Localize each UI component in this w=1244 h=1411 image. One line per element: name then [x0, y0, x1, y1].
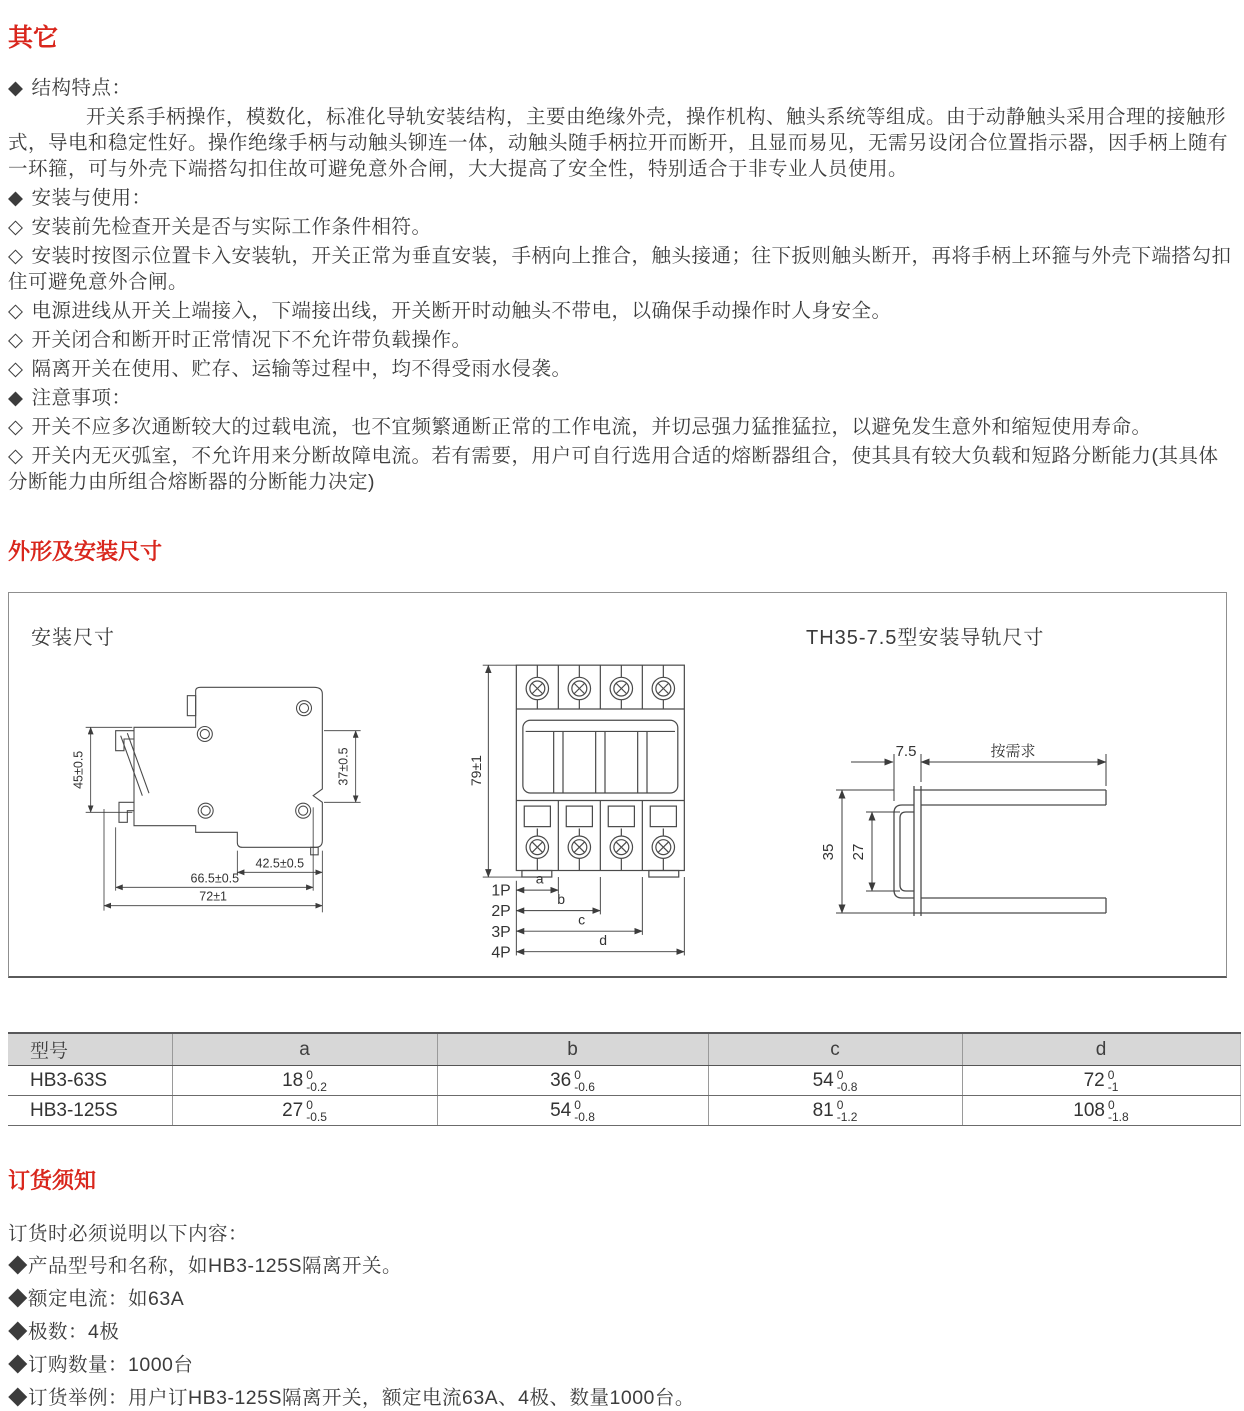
diamond-hollow-icon: ◇	[8, 300, 24, 322]
list-item	[8, 185, 1236, 211]
section-title-dimensions: 外形及安装尺寸	[8, 539, 163, 564]
tolerance-lower: -1.2	[836, 1109, 858, 1124]
diamond-filled-icon: ◆	[8, 1354, 29, 1376]
dim-cell	[437, 1096, 708, 1126]
table-row	[8, 1066, 1240, 1096]
list-item	[8, 443, 1236, 495]
list-item	[8, 298, 1236, 324]
front-view-drawing	[451, 651, 731, 964]
ordering-item	[8, 1385, 1236, 1411]
tolerance	[574, 1069, 595, 1093]
list-item	[8, 414, 1236, 440]
tolerance-upper: 0	[574, 1097, 581, 1112]
dim-value: 72	[1083, 1069, 1105, 1091]
tolerance-lower: -0.8	[836, 1079, 858, 1094]
list-item-text: 注意事项：	[31, 387, 132, 409]
list-item-text: 安装前先检查开关是否与实际工作条件相符。	[31, 216, 432, 238]
list-item-text: 开关不应多次通断较大的过载电流，也不宜频繁通断正常的工作电流，并切忌强力猛推猛拉，以避免发生意外和缩短使用寿命。	[31, 416, 1152, 438]
diamond-hollow-icon: ◇	[8, 245, 24, 267]
tolerance	[837, 1069, 858, 1093]
dim-d-label: d	[599, 932, 608, 949]
dim-27-label: 27	[850, 843, 867, 861]
dim-value: 27	[282, 1099, 304, 1121]
dim-cell	[172, 1096, 437, 1126]
diamond-filled-icon: ◆	[8, 387, 24, 409]
dim-c-label: c	[578, 911, 586, 928]
ordering-item-text: 额定电流：如63A	[28, 1288, 185, 1310]
diamond-hollow-icon: ◇	[8, 216, 24, 238]
list-item-text: 安装时按图示位置卡入安装轨，开关正常为垂直安装，手柄向上推合，触头接通；往下扳则触头断开，再将手柄上环箍与外壳下端搭勾扣住可避免意外合闸。	[8, 245, 1232, 293]
pole-label: 3P	[491, 923, 511, 941]
figure-label-install: 安装尺寸	[31, 627, 115, 649]
ordering-intro: 订货时必须说明以下内容：	[8, 1223, 249, 1245]
diamond-hollow-icon: ◇	[8, 445, 24, 467]
section-title-ordering: 订货须知	[8, 1168, 97, 1193]
diamond-filled-icon: ◆	[8, 1387, 29, 1409]
tolerance-upper: 0	[1108, 1097, 1115, 1112]
tolerance-upper: 0	[306, 1067, 313, 1082]
pole-label: 2P	[491, 903, 511, 921]
tolerance-lower: -0.6	[574, 1079, 595, 1094]
tolerance	[306, 1069, 327, 1093]
table-row	[8, 1096, 1240, 1126]
ordering-item-text: 订购数量：1000台	[28, 1354, 194, 1376]
rail-dimension-drawing	[699, 726, 1139, 966]
ordering-item	[8, 1253, 1236, 1279]
ordering-item-text: 订货举例：用户订HB3-125S隔离开关，额定电流63A、4极、数量1000台。	[28, 1387, 695, 1409]
list-item-text: 隔离开关在使用、贮存、运输等过程中，均不得受雨水侵袭。	[31, 358, 572, 380]
diamond-filled-icon: ◆	[8, 187, 24, 209]
column-header-c: c	[708, 1033, 962, 1066]
diamond-filled-icon: ◆	[8, 1321, 29, 1343]
dim-cell	[962, 1066, 1240, 1096]
figure-label-rail: TH35-7.5型安装导轨尺寸	[806, 627, 1045, 649]
tolerance-lower: -0.5	[306, 1109, 327, 1124]
list-item	[8, 356, 1236, 382]
tolerance-upper: 0	[306, 1097, 313, 1112]
table-header-row	[8, 1033, 1240, 1066]
diamond-hollow-icon: ◇	[8, 329, 24, 351]
list-item	[8, 214, 1236, 240]
dim-cell	[962, 1096, 1240, 1126]
dimension-table	[8, 1032, 1241, 1126]
dim-66-label: 66.5±0.5	[190, 871, 240, 886]
column-header-a: a	[172, 1033, 437, 1066]
dim-value: 18	[282, 1069, 304, 1091]
tolerance-lower: -0.8	[574, 1109, 595, 1124]
tolerance	[1108, 1099, 1129, 1123]
install-dimension-lines	[71, 727, 360, 912]
tolerance-lower: -1	[1107, 1079, 1119, 1094]
rail-profile	[894, 786, 1106, 916]
dim-value: 81	[812, 1099, 834, 1121]
dim-a-label: a	[535, 870, 544, 887]
dim-cell	[708, 1096, 962, 1126]
tolerance-upper: 0	[836, 1067, 844, 1082]
tolerance-lower: -0.2	[306, 1079, 327, 1094]
ordering-item	[8, 1319, 1236, 1345]
ordering-item-text: 产品型号和名称，如HB3-125S隔离开关。	[28, 1255, 402, 1277]
diamond-filled-icon: ◆	[8, 1288, 29, 1310]
dim-79-label: 79±1	[467, 755, 484, 787]
dim-45-label: 45±0.5	[71, 750, 86, 789]
diamond-filled-icon: ◆	[8, 77, 24, 99]
model-cell: HB3-125S	[8, 1096, 172, 1126]
dim-cell	[172, 1066, 437, 1096]
dim-7-5-label: 7.5	[895, 743, 917, 760]
dim-value: 54	[812, 1069, 834, 1091]
tolerance-lower: -1.8	[1108, 1109, 1129, 1124]
column-header-model: 型号	[8, 1033, 172, 1066]
tolerance	[837, 1099, 858, 1123]
feature-paragraph: 开关系手柄操作，模数化，标准化导轨安装结构，主要由绝缘外壳，操作机构、触头系统等组成。由于动静触头采用合理的接触形式，导电和稳定性好。操作绝缘手柄与动触头铆连一体，动触头随手柄拉开而断开，且显而易见，无需另设闭合位置指示器，因手柄上随有一环箍，可与外壳下端搭勾扣住故可避免意外合闸，大大提高了安全性，特别适合于非专业人员使用。	[8, 106, 1229, 180]
ordering-list	[8, 1253, 1236, 1411]
ordering-item	[8, 1286, 1236, 1312]
tolerance	[306, 1099, 327, 1123]
dim-length-label: 按需求	[990, 743, 1036, 760]
figure-box	[8, 592, 1227, 978]
dim-42-label: 42.5±0.5	[255, 856, 305, 871]
list-item	[8, 243, 1236, 295]
breaker-front-profile	[516, 665, 684, 877]
tolerance	[574, 1099, 595, 1123]
dim-cell	[437, 1066, 708, 1096]
dim-cell	[708, 1066, 962, 1096]
column-header-d: d	[962, 1033, 1240, 1066]
dim-value: 108	[1073, 1099, 1105, 1121]
list-item-text: 开关内无灭弧室，不允许用来分断故障电流。若有需要，用户可自行选用合适的熔断器组合，使其具有较大负载和短路分断能力(其具体分断能力由所组合熔断器的分断能力决定)	[8, 445, 1219, 493]
install-dimension-drawing	[69, 669, 369, 919]
dim-35-label: 35	[820, 843, 837, 861]
model-cell: HB3-63S	[8, 1066, 172, 1096]
tolerance-upper: 0	[1107, 1067, 1115, 1082]
dim-72-label: 72±1	[199, 889, 228, 904]
dim-b-label: b	[557, 891, 566, 908]
feature-heading	[8, 75, 1236, 101]
dim-value: 54	[550, 1099, 572, 1121]
list-item	[8, 327, 1236, 353]
column-header-b: b	[437, 1033, 708, 1066]
dim-value: 36	[550, 1069, 572, 1091]
tolerance-upper: 0	[574, 1067, 581, 1082]
section-title-other: 其它	[8, 24, 59, 52]
pole-label: 4P	[491, 944, 511, 962]
list-item	[8, 385, 1236, 411]
list-item-text: 电源进线从开关上端接入，下端接出线，开关断开时动触头不带电，以确保手动操作时人身安全。	[31, 300, 892, 322]
diamond-hollow-icon: ◇	[8, 416, 24, 438]
list-item-text: 安装与使用：	[31, 187, 152, 209]
tolerance-upper: 0	[836, 1097, 844, 1112]
rail-dimension-lines	[820, 743, 1106, 913]
breaker-side-profile	[116, 687, 323, 855]
diamond-filled-icon: ◆	[8, 1255, 29, 1277]
ordering-item	[8, 1352, 1236, 1378]
feature-heading-text: 结构特点：	[31, 77, 132, 99]
list-item-text: 开关闭合和断开时正常情况下不允许带负载操作。	[31, 329, 472, 351]
tolerance	[1108, 1069, 1119, 1093]
pole-label: 1P	[491, 882, 511, 900]
ordering-item-text: 极数：4极	[28, 1321, 120, 1343]
diamond-hollow-icon: ◇	[8, 358, 24, 380]
dim-37-label: 37±0.5	[336, 747, 351, 786]
